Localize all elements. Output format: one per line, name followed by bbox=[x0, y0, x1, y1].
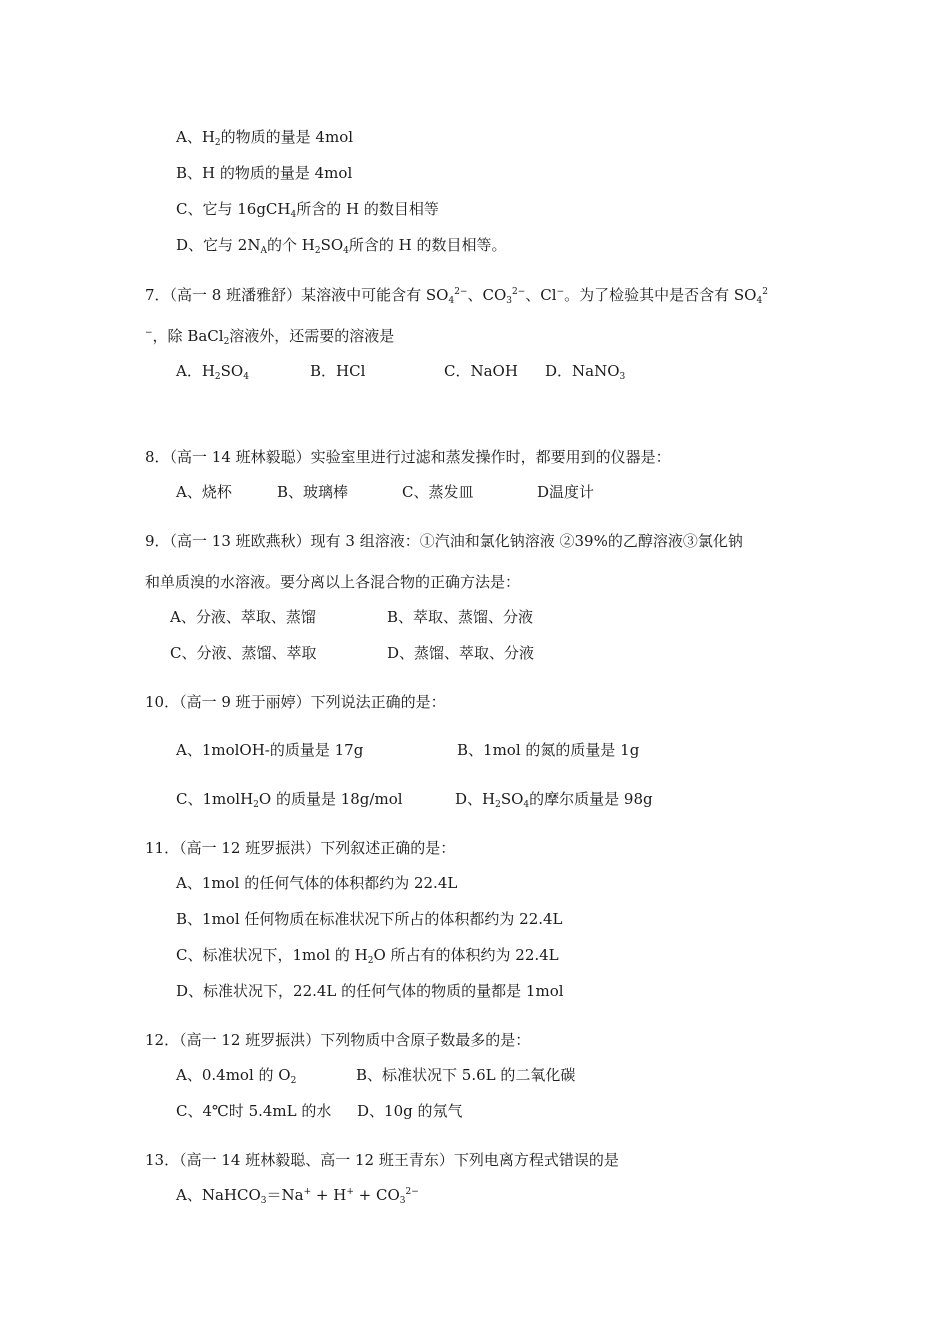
q11-option-c: C、标准状况下，1mol 的 $H_2O$ 所占有的体积约为 22.4L bbox=[176, 946, 559, 966]
q12-option-d: D、10g 的氖气 bbox=[357, 1102, 463, 1120]
q8-option-d: D温度计 bbox=[537, 483, 595, 501]
q11-option-d: D、标准状况下，22.4L 的任何气体的物质的量都是 1mol bbox=[176, 982, 564, 1000]
q6-option-c: C、它与 16gCH$_4$所含的 H 的数目相等 bbox=[176, 200, 439, 220]
q11-option-b: B、1mol 任何物质在标准状况下所占的体积都约为 22.4L bbox=[176, 910, 563, 928]
q6-option-b: B、H 的物质的量是 4mol bbox=[176, 164, 353, 182]
q10-option-a: A、1molOH-的质量是 17g bbox=[176, 741, 364, 759]
q11-option-a: A、1mol 的任何气体的体积都约为 22.4L bbox=[176, 874, 458, 892]
q8-option-b: B、玻璃棒 bbox=[277, 483, 349, 501]
q12-option-b: B、标准状况下 5.6L 的二氧化碳 bbox=[356, 1066, 576, 1084]
q8-option-a: A、烧杯 bbox=[176, 483, 232, 501]
q7-option-c: C．NaOH bbox=[444, 362, 518, 380]
q6-option-a: A、$H_2$的物质的量是 4mol bbox=[176, 128, 354, 148]
q10-option-b: B、1mol 的氮的质量是 1g bbox=[457, 741, 640, 759]
q13-stem: 13．（高一 14 班林毅聪、高一 12 班王青东）下列电离方程式错误的是 bbox=[145, 1151, 619, 1169]
q13-option-a: A、NaHCO$_3$＝Na+ + $H^+ + CO_3^{2-}$ bbox=[176, 1186, 419, 1206]
q12-stem: 12．（高一 12 班罗振洪）下列物质中含原子数最多的是： bbox=[145, 1031, 531, 1049]
q6-option-d: D、它与 $2N_A$的个 $H_2SO_4$所含的 H 的数目相等。 bbox=[176, 236, 507, 256]
q7-option-b: B．HCl bbox=[310, 362, 366, 380]
q9-option-d: D、蒸馏、萃取、分液 bbox=[387, 644, 535, 662]
q9-option-c: C、分液、蒸馏、萃取 bbox=[170, 644, 317, 662]
q10-option-d: D、$H_2SO_4$的摩尔质量是 98g bbox=[455, 790, 653, 810]
q7-stem-line2: −，除 BaCl$_2$溶液外，还需要的溶液是 bbox=[145, 327, 395, 347]
q12-option-a: A、0.4mol 的 $O_2$ bbox=[176, 1066, 297, 1086]
q9-stem-line2: 和单质溴的水溶液。要分离以上各混合物的正确方法是： bbox=[145, 573, 521, 591]
q8-option-c: C、蒸发皿 bbox=[402, 483, 474, 501]
q9-option-a: A、分液、萃取、蒸馏 bbox=[170, 608, 316, 626]
q9-option-b: B、萃取、蒸馏、分液 bbox=[387, 608, 534, 626]
q11-stem: 11．（高一 12 班罗振洪）下列叙述正确的是： bbox=[145, 839, 456, 857]
q7-stem-line1: 7．（高一 8 班潘雅舒）某溶液中可能含有 $SO_4^{2-}$、$CO_3^{2-}$、Cl−。为了检验其中是否含有 $SO_4^2$ bbox=[145, 286, 768, 306]
q10-stem: 10．（高一 9 班于丽婷）下列说法正确的是： bbox=[145, 693, 446, 711]
q8-stem: 8．（高一 14 班林毅聪）实验室里进行过滤和蒸发操作时，都要用到的仪器是： bbox=[145, 448, 671, 466]
q7-option-d: D．NaNO$_3$ bbox=[545, 362, 626, 382]
q7-option-a: A．$H_2SO_4$ bbox=[176, 362, 249, 382]
q9-stem-line1: 9．（高一 13 班欧燕秋）现有 3 组溶液：①汽油和氯化钠溶液 ②39%的乙醇溶液③氯化钠 bbox=[145, 532, 743, 550]
q12-option-c: C、4℃时 5.4mL 的水 bbox=[176, 1102, 332, 1120]
q10-option-c: C、1molH$_2$O 的质量是 18g/mol bbox=[176, 790, 403, 810]
